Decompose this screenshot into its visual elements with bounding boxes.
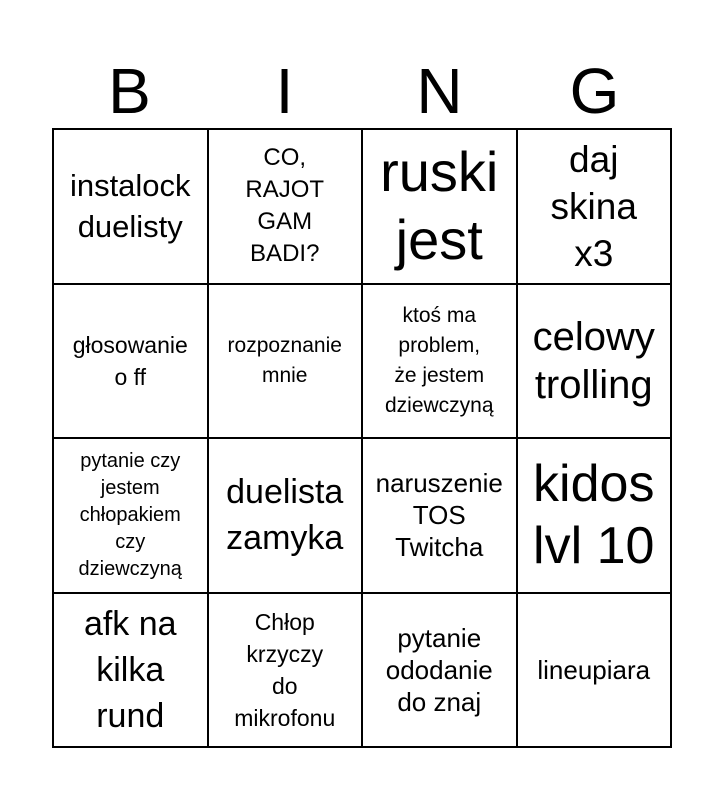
cell-text: ktoś ma problem, że jestem dziewczyną — [384, 303, 494, 417]
cell-text: lineupiara — [537, 654, 651, 685]
bingo-cell[interactable] — [362, 438, 517, 593]
bingo-cell[interactable] — [208, 593, 363, 748]
bingo-cell[interactable] — [362, 129, 517, 284]
cell-text: pytanie ododanie do znaj — [385, 622, 493, 717]
bingo-board — [52, 128, 672, 748]
bingo-cell[interactable] — [517, 284, 672, 439]
cell-text: daj skina x3 — [550, 138, 637, 274]
cell-text: kidos lvl 10 — [533, 455, 655, 576]
cell-text: głosowanie o ff — [72, 331, 188, 390]
cell-text: duelista zamyka — [226, 473, 344, 558]
cell-text: ruski jest — [380, 140, 499, 272]
bingo-cell[interactable] — [517, 129, 672, 284]
cell-text: instalock duelisty — [69, 168, 191, 245]
cell-text: rozpoznanie mnie — [227, 333, 342, 387]
header-letter-n: N — [416, 55, 463, 127]
cell-text: celowy trolling — [532, 314, 655, 407]
cell-text: naruszenie TOS Twitcha — [375, 468, 503, 563]
header-letter-g: G — [569, 55, 620, 127]
bingo-cell[interactable] — [208, 438, 363, 593]
bingo-cell[interactable] — [362, 284, 517, 439]
header-letter-b: B — [108, 55, 151, 127]
bingo-cell[interactable] — [517, 593, 672, 748]
cell-text: CO, RAJOT GAM BADI? — [245, 144, 325, 268]
bingo-cell[interactable] — [208, 284, 363, 439]
bingo-cell[interactable] — [53, 284, 208, 439]
bingo-cell[interactable] — [53, 593, 208, 748]
bingo-cell[interactable] — [53, 129, 208, 284]
bingo-header — [52, 55, 672, 127]
header-letter-i: I — [275, 55, 294, 127]
cell-text: Chłop krzyczy do mikrofonu — [234, 608, 336, 731]
bingo-cell[interactable] — [362, 593, 517, 748]
cell-text: pytanie czy jestem chłopakiem czy dziewczyną — [78, 449, 182, 580]
cell-text: afk na kilka rund — [83, 604, 177, 735]
bingo-cell[interactable] — [208, 129, 363, 284]
bingo-cell[interactable] — [53, 438, 208, 593]
bingo-cell[interactable] — [517, 438, 672, 593]
